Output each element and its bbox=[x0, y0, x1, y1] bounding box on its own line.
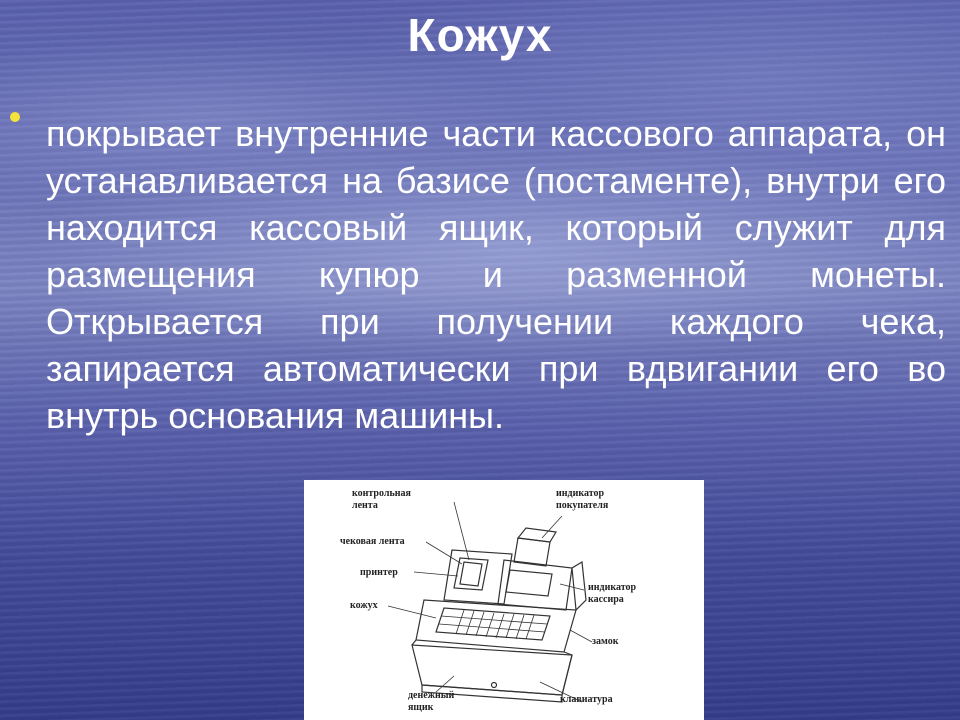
label-lock: замок bbox=[592, 636, 619, 647]
label-cashier-indicator: индикатор кассира bbox=[588, 582, 637, 605]
label-control-tape: контрольная лента bbox=[352, 488, 411, 511]
slide-body-text: покрывает внутренние части кассового аппарата, он устанавливается на базисе (постаменте), внутри его находится кассовый ящик, который служит для размещения купюр и разменной монеты. Открывается при получении каждого чека, запирается автоматически при вдвигании его во внутрь основания машины. bbox=[46, 113, 946, 436]
label-cash-drawer: денежный ящик bbox=[408, 690, 455, 713]
cash-register-diagram bbox=[304, 480, 704, 720]
label-keyboard: клавиатура bbox=[560, 694, 613, 705]
label-printer: принтер bbox=[360, 567, 398, 578]
slide-title: Кожух bbox=[407, 9, 553, 61]
label-receipt-tape: чековая лента bbox=[340, 536, 405, 547]
label-cover: кожух bbox=[350, 600, 378, 611]
bullet-marker bbox=[10, 112, 20, 122]
label-buyer-indicator: индикатор покупателя bbox=[556, 488, 609, 511]
